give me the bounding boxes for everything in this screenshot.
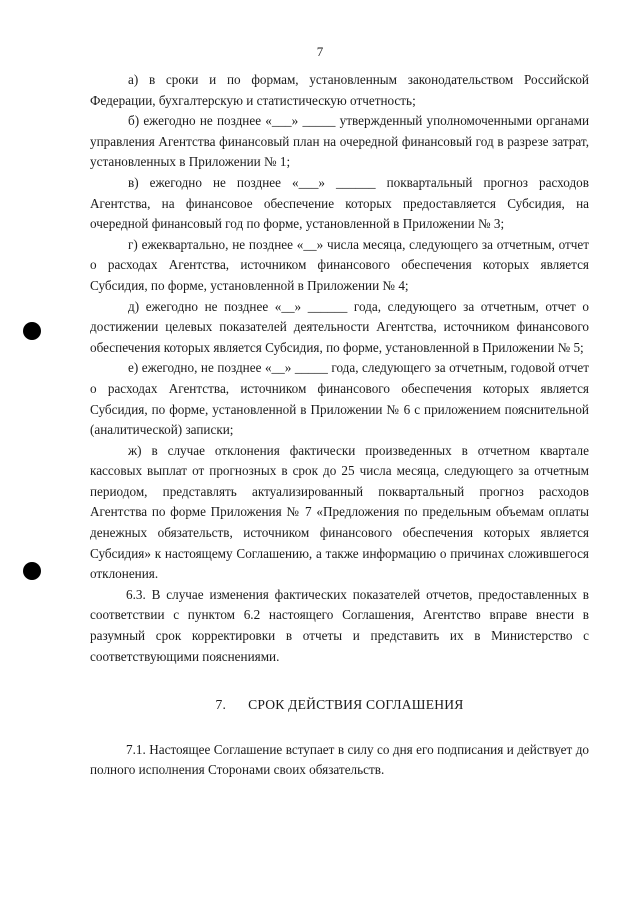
section-title: СРОК ДЕЙСТВИЯ СОГЛАШЕНИЯ (248, 697, 464, 713)
paragraph-v: в) ежегодно не позднее «___» ______ поквартальный прогноз расходов Агентства, на финансовое обеспечение которых предоставляется Субсидия, на очередной финансовый год по форме, установленной в Приложении № 3; (90, 174, 589, 232)
paragraph-b: б) ежегодно не позднее «___» _____ утвержденный уполномоченными органами управления Агентства финансовый план на очередной финансовый год в разрезе затрат, установленных в Приложении № 1; (90, 113, 589, 170)
section-number: 7. (215, 697, 227, 713)
paragraph-d: д) ежегодно не позднее «__» ______ года, следующего за отчетным, отчет о достижении целевых показателей деятельности Агентства, источником финансового обеспечения которых является Субсидия, по форме, установленной в Приложении № 5; (90, 298, 589, 355)
paragraph-g: г) ежеквартально, не позднее «__» числа месяца, следующего за отчетным, отчет о расходах Агентства, источником финансового обеспечения которых является Субсидия, по форме, установленной в Приложении № 4; (90, 236, 589, 293)
punch-hole-lower (23, 562, 41, 580)
section-heading (90, 695, 589, 716)
document-body (90, 70, 589, 781)
paragraph-a: а) в сроки и по формам, установленным законодательством Российской Федерации, бухгалтерскую и статистическую отчетность; (90, 72, 589, 108)
paragraph-6-3: 6.3. В случае изменения фактических показателей отчетов, предоставленных в соответствии с пунктом 6.2 настоящего Соглашения, Агентство вправе внести в разумный срок корректировки в отчеты и представить их в Министерство с соответствующими пояснениями. (90, 586, 589, 664)
punch-hole-upper (23, 322, 41, 340)
paragraph-7-1: 7.1. Настоящее Соглашение вступает в силу со дня его подписания и действует до полного исполнения Сторонами своих обязательств. (90, 741, 589, 778)
page-number: 7 (316, 44, 324, 59)
paragraph-zh: ж) в случае отклонения фактически произведенных в отчетном квартале кассовых выплат от прогнозных в срок до 25 числа месяца, следующего за отчетным периодом, представлять актуализированный поквартальный прогноз расходов Агентства по форме Приложения № 7 «Предложения по предельным объемам оплаты денежных обязательств, источником финансового обеспечения которых является Субсидия» к настоящему Соглашению, а также информацию о причинах сложившегося отклонения. (90, 442, 589, 582)
paragraph-e: е) ежегодно, не позднее «__» _____ года, следующего за отчетным, годовой отчет о расходах Агентства, источником финансового обеспечения которых является Субсидия, по форме, установленной в Приложении № 6 с приложением пояснительной (аналитической) записки; (90, 360, 589, 438)
